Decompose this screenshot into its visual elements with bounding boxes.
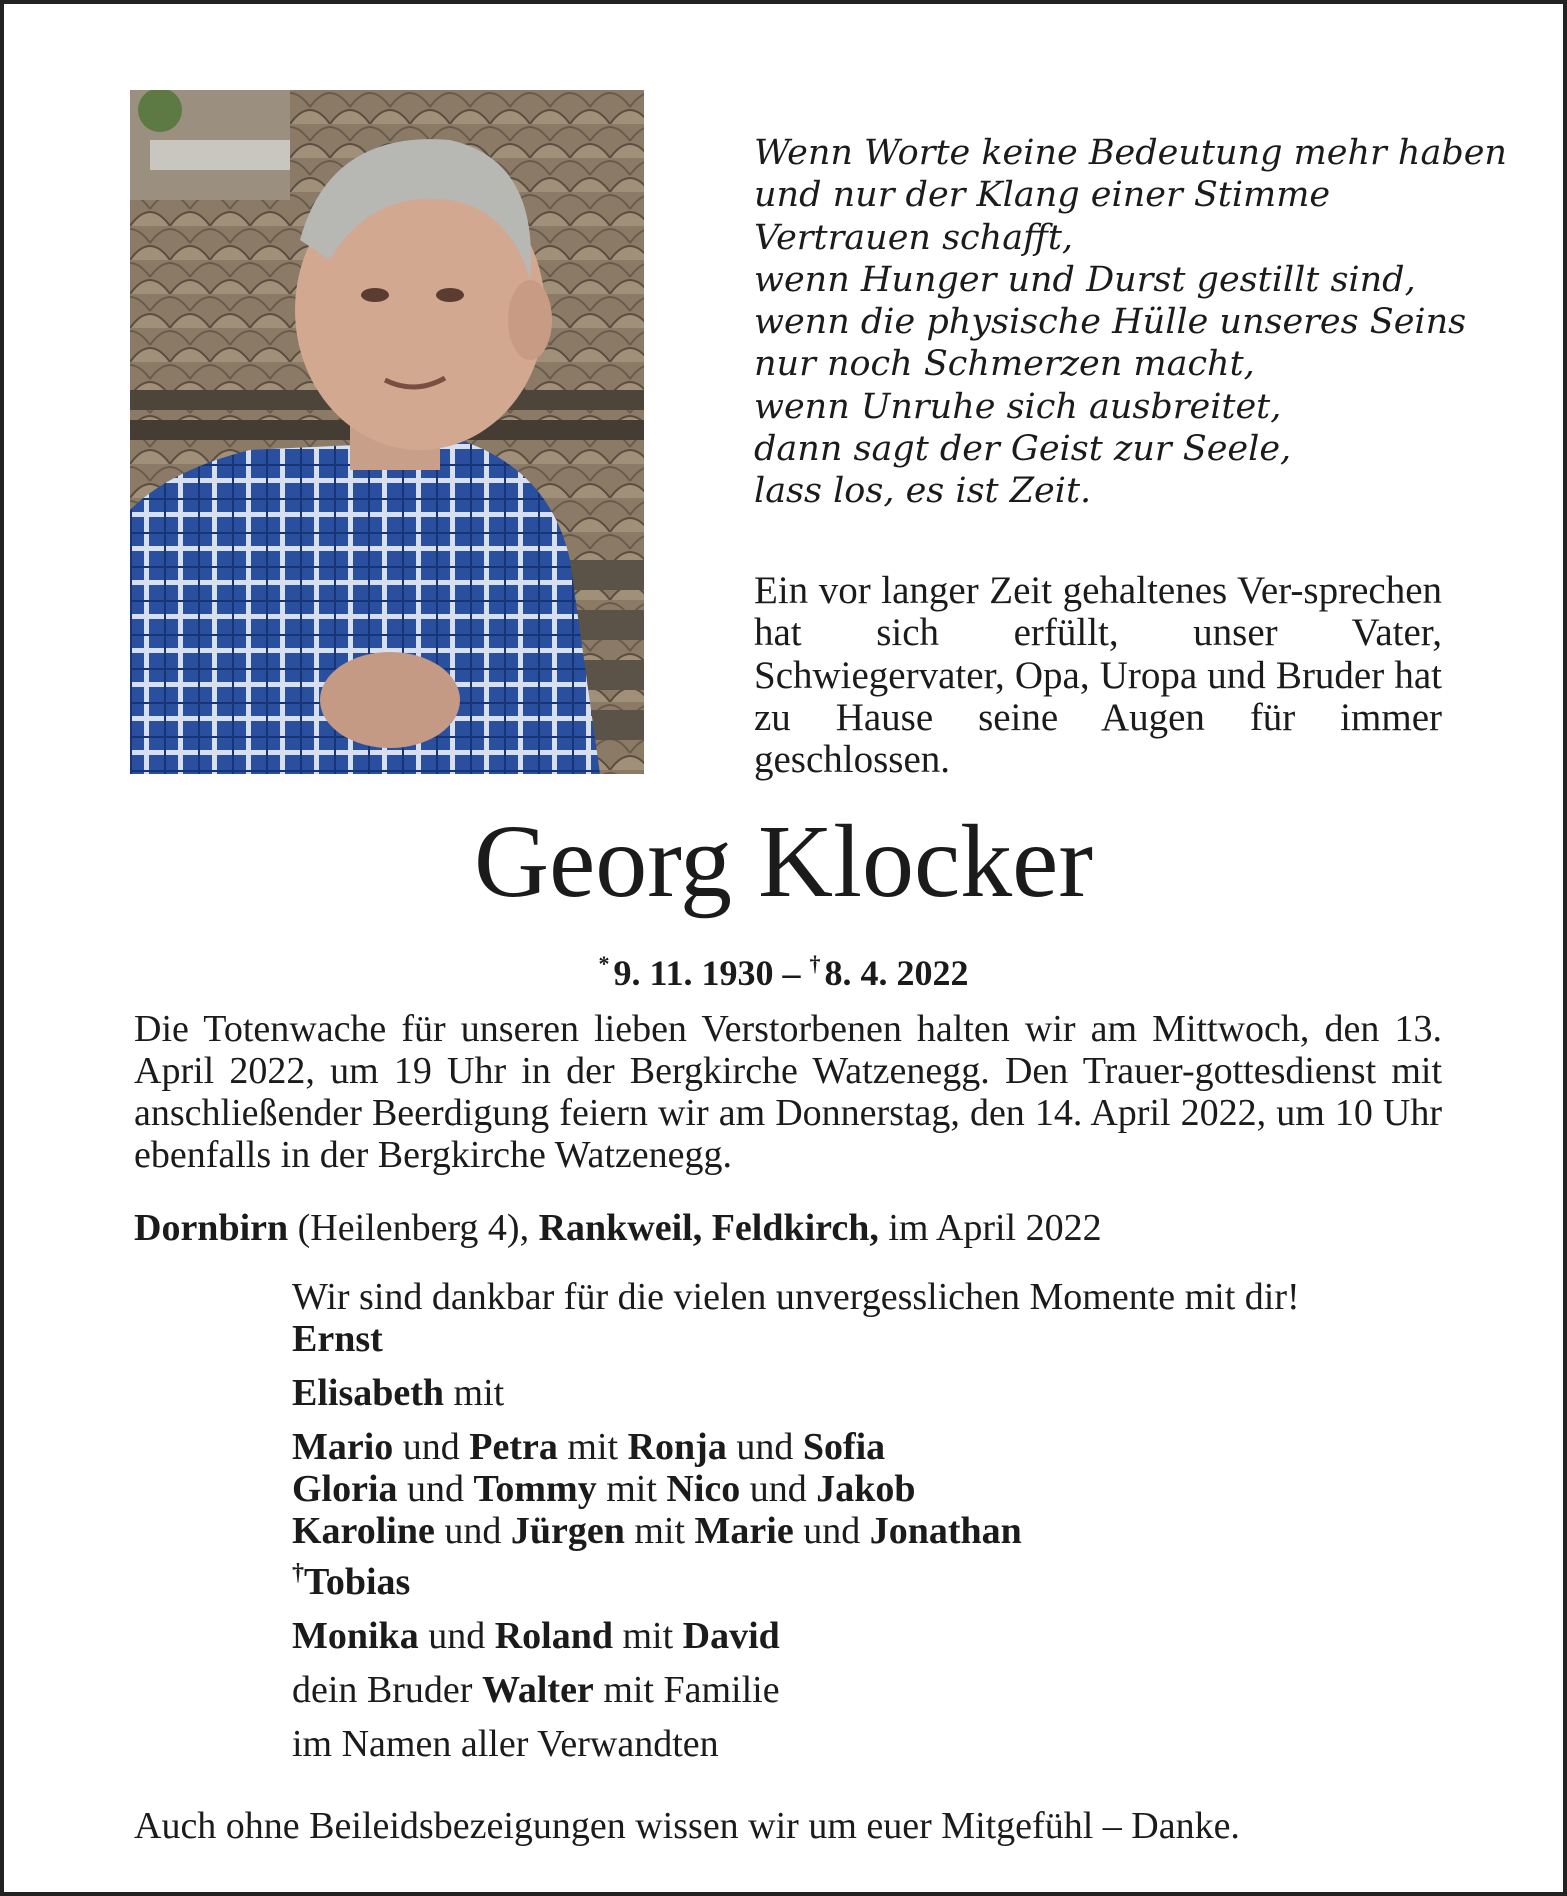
relatives-line: im Namen aller Verwandten bbox=[292, 1723, 719, 1765]
cross-symbol: † bbox=[292, 1560, 304, 1586]
poem-line: wenn die physische Hülle unseres Seins bbox=[754, 302, 1467, 343]
mourner-name: Jonathan bbox=[869, 1510, 1022, 1552]
mourner-name: Marie bbox=[694, 1510, 794, 1552]
mourner-name: Ronja bbox=[627, 1426, 727, 1468]
death-date: 8. 4. 2022 bbox=[824, 953, 969, 993]
portrait-illustration bbox=[130, 90, 644, 774]
mourner-name: Tobias bbox=[304, 1561, 411, 1603]
connector-word: und bbox=[803, 1510, 861, 1552]
place-others: Rankweil, Feldkirch, bbox=[538, 1207, 879, 1249]
connector-word: und bbox=[428, 1615, 486, 1657]
mourner-row bbox=[292, 1318, 1472, 1360]
poem-line: wenn Unruhe sich ausbreitet, bbox=[754, 386, 1282, 427]
mourner-row bbox=[292, 1468, 1472, 1510]
mourner-name: Walter bbox=[481, 1669, 594, 1711]
deceased-name: Georg Klocker bbox=[474, 804, 1093, 919]
connector-word: mit bbox=[606, 1468, 657, 1510]
poem-line: lass los, es ist Zeit. bbox=[754, 471, 1092, 512]
mourner-name: Ernst bbox=[292, 1318, 383, 1360]
poem-line: und nur der Klang einer Stimme bbox=[754, 175, 1331, 216]
birth-symbol: * bbox=[598, 951, 610, 976]
funeral-announcement: Die Totenwache für unseren lieben Verstorbenen halten wir am Mittwoch, den 13. April 2022, um 19 Uhr in der Bergkirche Watzenegg. Den Trauer-gottesdienst mit anschließender Beerdigung feiern wir am Donnerstag, den 14. April 2022, um 10 Uhr ebenfalls in der Bergkirche Watzenegg. bbox=[134, 1008, 1442, 1176]
mourner-name: David bbox=[682, 1615, 780, 1657]
mourner-name: Jürgen bbox=[510, 1510, 625, 1552]
mourner-row bbox=[292, 1669, 1472, 1711]
death-symbol: † bbox=[809, 951, 821, 976]
connector-word: und bbox=[407, 1468, 465, 1510]
mourner-row bbox=[292, 1372, 1472, 1414]
mourner-name: Karoline bbox=[292, 1510, 435, 1552]
poem-line: Wenn Worte keine Bedeutung mehr haben bbox=[754, 133, 1507, 173]
mourner-name: Monika bbox=[292, 1615, 419, 1657]
poem-line: nur noch Schmerzen macht, bbox=[754, 344, 1255, 385]
birth-date: 9. 11. 1930 bbox=[613, 953, 774, 993]
mourner-row bbox=[292, 1510, 1472, 1552]
place-date-line bbox=[134, 1206, 1454, 1250]
thanks-line: Wir sind dankbar für die vielen unvergesslichen Momente mit dir! bbox=[292, 1276, 1300, 1318]
mourner-row bbox=[292, 1615, 1472, 1657]
connector-word: mit bbox=[622, 1615, 674, 1657]
connector-word: und bbox=[444, 1510, 502, 1552]
place-address: (Heilenberg 4), bbox=[297, 1207, 530, 1249]
connector-word: und bbox=[402, 1426, 460, 1468]
poem-line: Vertrauen schafft, bbox=[754, 217, 1074, 258]
promise-paragraph: Ein vor langer Zeit gehaltenes Ver-sprechen hat sich erfüllt, unser Vater, Schwiegervater, Opa, Uropa und Bruder hat zu Hause seine Augen für immer geschlossen. bbox=[754, 569, 1442, 782]
poem-line: wenn Hunger und Durst gestillt sind, bbox=[754, 259, 1416, 300]
connector-word: und bbox=[749, 1468, 807, 1510]
place-date: im April 2022 bbox=[888, 1207, 1102, 1249]
place-city: Dornbirn bbox=[134, 1207, 289, 1249]
mourner-name: Petra bbox=[469, 1426, 558, 1468]
mourner-name: Mario bbox=[292, 1426, 394, 1468]
mourner-name: Nico bbox=[666, 1468, 741, 1510]
poem-line: dann sagt der Geist zur Seele, bbox=[754, 429, 1292, 470]
poem bbox=[754, 132, 1507, 513]
mourner-name: Sofia bbox=[802, 1426, 886, 1468]
mourner-name: Gloria bbox=[292, 1468, 398, 1510]
connector-word: und bbox=[736, 1426, 794, 1468]
connector-word: mit bbox=[453, 1372, 505, 1414]
mourner-row bbox=[292, 1552, 1472, 1603]
life-dates bbox=[4, 942, 1563, 995]
mourner-name: Jakob bbox=[816, 1468, 916, 1510]
mourner-name: Elisabeth bbox=[292, 1372, 445, 1414]
connector-word: mit Familie bbox=[603, 1669, 780, 1711]
connector-word: mit bbox=[567, 1426, 619, 1468]
closing-line: Auch ohne Beileidsbezeigungen wissen wir um euer Mitgefühl – Danke. bbox=[134, 1805, 1240, 1847]
connector-word: dein Bruder bbox=[292, 1669, 473, 1711]
date-separator: – bbox=[782, 953, 801, 993]
mourner-name: Tommy bbox=[473, 1468, 597, 1510]
mourner-name: Roland bbox=[494, 1615, 613, 1657]
mourner-row bbox=[292, 1426, 1472, 1468]
connector-word: mit bbox=[634, 1510, 686, 1552]
mourners-list bbox=[292, 1276, 1472, 1765]
portrait-photo bbox=[130, 90, 644, 774]
